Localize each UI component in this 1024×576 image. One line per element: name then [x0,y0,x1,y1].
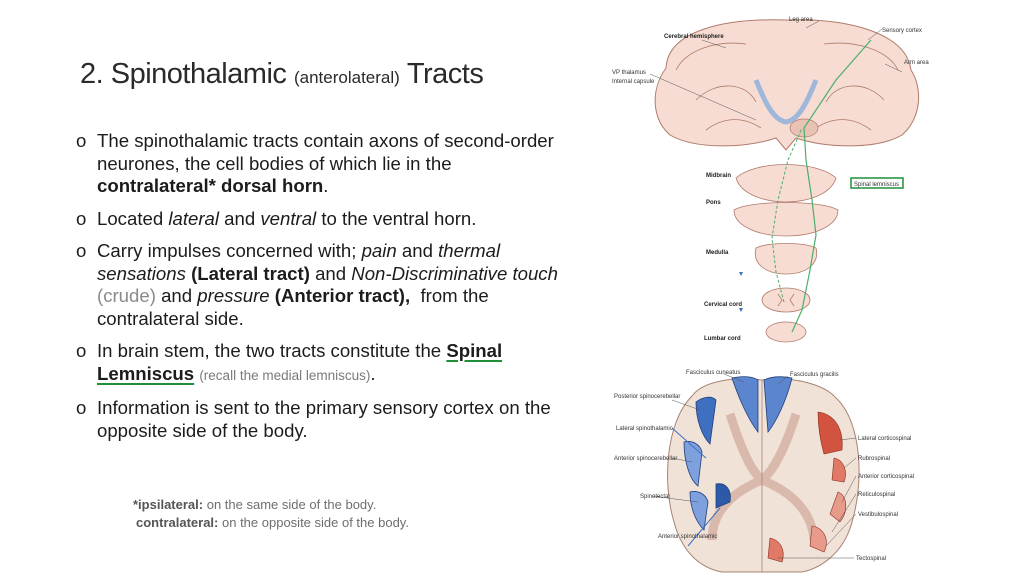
slide-title [80,58,483,91]
bullet-emphasis: Non-Discriminative touch [351,262,558,284]
tectospinal-label: Tectospinal [856,556,887,562]
bullet-item-location [76,208,566,231]
lateral-corticospinal-label: Lateral corticospinal [858,436,912,442]
bullet-text: Carry impulses concerned with; [97,240,357,261]
medulla-label: Medulla [706,250,729,256]
bullet-text: Located [97,207,164,229]
rubrospinal-label: Rubrospinal [858,456,891,462]
vp-thalamus-label: VP thalamus [612,70,646,76]
bullet-item-cell-bodies [76,130,566,198]
bullet-emphasis: ventral [260,207,317,229]
spinothalamic-pathway-figure [606,10,964,350]
footnote-contralateral [133,514,409,532]
spinal-lemniscus-term: Spinal Lemniscus [97,340,503,384]
footnote-definition: on the opposite side of the body. [222,515,409,530]
fasciculus-cuneatus-label: Fasciculus cuneatus [686,370,741,376]
posterior-spinocerebellar-label: Posterior spinocerebellar [614,394,681,400]
bullet-marker: o [76,130,87,151]
spinal-lemniscus-label: Spinal lemniscus [854,182,900,188]
title-main: 2. Spinothalamic [80,58,287,90]
footnote-definition: on the same side of the body. [206,497,377,512]
anterior-spinothalamic-label: Anterior spinothalamic [658,534,718,540]
reticulospinal-label: Reticulospinal [858,492,896,498]
bullet-text: and [315,262,347,284]
bullet-emphasis: pain [361,240,397,261]
bullet-text: . [370,362,376,384]
cervical-cord-label: Cervical cord [704,302,743,308]
bullet-text: to the ventral horn. [321,207,477,229]
fasciculus-gracilis-label: Fasciculus gracilis [790,372,839,378]
lumbar-cord-label: Lumbar cord [704,336,741,342]
sensory-cortex-label: Sensory cortex [882,28,923,34]
spinal-cord-tracts-figure [612,362,938,574]
footnote [133,496,409,532]
bullet-list [76,130,566,452]
bullet-marker: o [76,207,87,229]
bullet-emphasis: lateral [168,207,219,229]
bullet-emphasis: (Anterior tract), [274,285,411,306]
title-paren: (anterolateral) [293,68,400,87]
bullet-aside: (recall the medial lemniscus) [199,367,371,383]
bullet-emphasis: contralateral* dorsal horn [97,175,324,196]
bullet-text: . [323,175,329,196]
bullet-emphasis: (Lateral tract) [191,262,310,284]
bullet-text: from the contralateral side. [97,285,489,329]
bullet-marker: o [76,240,87,261]
lateral-spinothalamic-label: Lateral spinothalamic [616,426,673,432]
arm-area-label: Arm area [904,60,929,66]
spinotectal-label: Spinotectal [640,494,670,500]
bullet-marker: o [76,340,87,361]
bullet-text: In brain stem, the two tracts constitute the [97,340,442,361]
bullet-text: The spinothalamic tracts contain axons of second-order neurones, the cell bodies of which lie in the [97,130,554,174]
title-tail: Tracts [406,58,484,90]
bullet-aside: (crude) [97,285,156,306]
bullet-text: and [401,240,433,261]
internal-capsule-label: Internal capsule [612,79,655,85]
brainstem-sections [734,165,838,343]
footnote-ipsilateral [133,496,409,514]
footnote-term: *ipsilateral: [133,497,204,512]
bullet-emphasis: thermal sensations [97,240,501,284]
pons-label: Pons [706,200,721,206]
anterior-corticospinal-label: Anterior corticospinal [858,474,915,480]
bullet-item-information [76,397,566,442]
vestibulospinal-label: Vestibulospinal [858,512,899,518]
anterior-spinocerebellar-label: Anterior spinocerebellar [614,456,678,462]
bullet-text: and [161,285,193,306]
bullet-text: and [224,207,256,229]
bullet-marker: o [76,397,87,418]
bullet-emphasis: pressure [197,285,270,306]
leg-area-label: Leg area [789,17,813,23]
bullet-item-impulses [76,240,566,330]
cerebral-hemisphere-label: Cerebral hemisphere [664,34,724,40]
midbrain-label: Midbrain [706,173,731,179]
bullet-text: Information is sent to the primary sensory cortex on the opposite side of the body. [97,397,551,441]
bullet-item-brainstem [76,340,566,387]
footnote-term: contralateral: [136,515,219,530]
